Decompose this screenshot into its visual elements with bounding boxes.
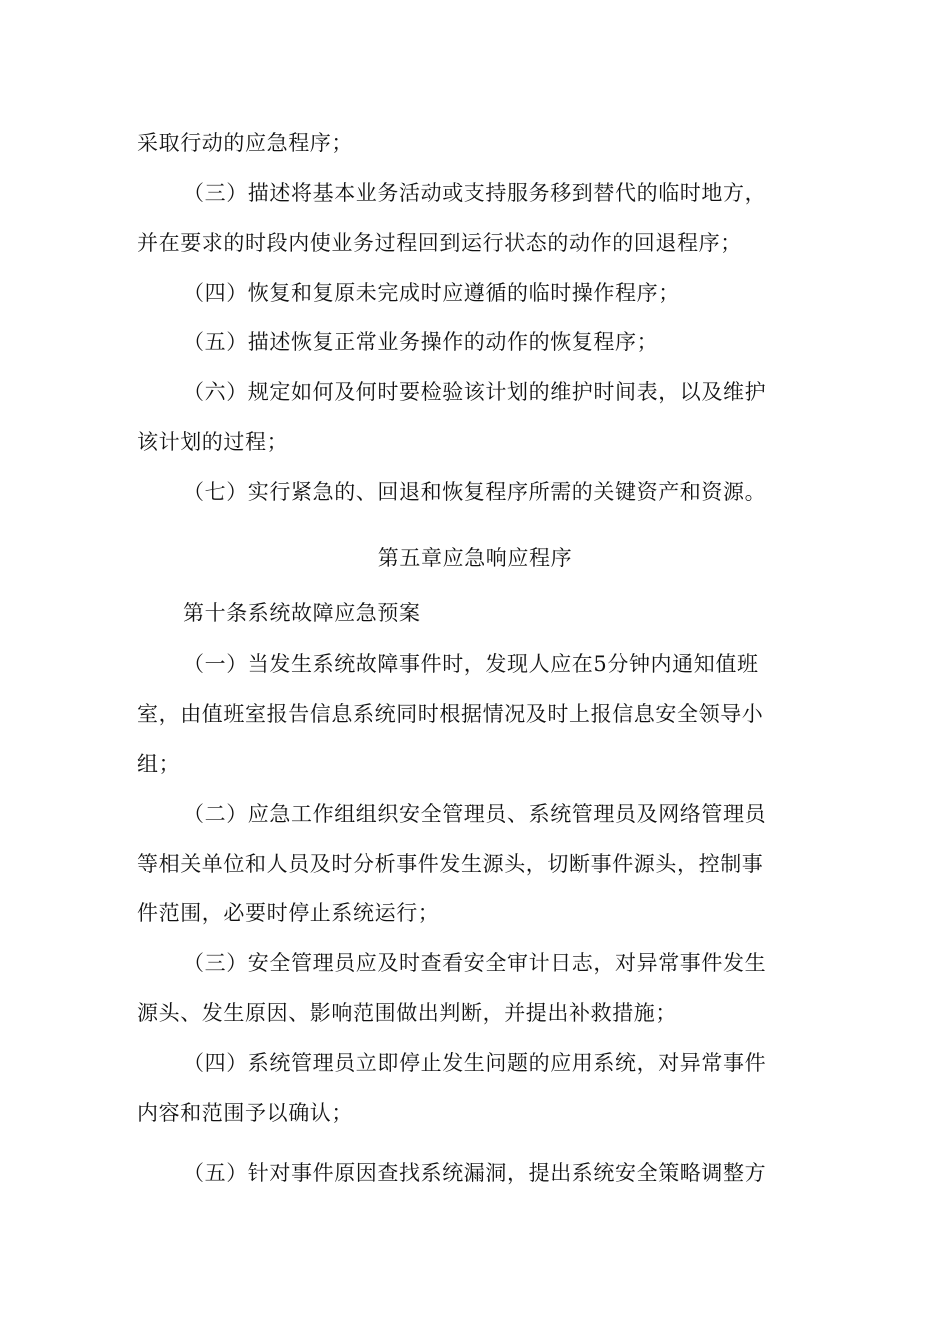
paragraph-line: （一）当发生系统故障事件时，发现人应在5分钟内通知值班 bbox=[183, 652, 759, 676]
paragraph-line: （二）应急工作组组织安全管理员、系统管理员及网络管理员 bbox=[183, 802, 767, 826]
text-line: 件范围，必要时停止系统运行； bbox=[137, 901, 440, 925]
text-line: 该计划的过程； bbox=[137, 430, 289, 454]
chapter-heading: 第五章应急响应程序 bbox=[377, 546, 573, 570]
paragraph-line: （三）描述将基本业务活动或支持服务移到替代的临时地方， bbox=[183, 181, 767, 205]
text-line: 源头、发生原因、影响范围做出判断，并提出补救措施； bbox=[137, 1001, 677, 1025]
paragraph-line: （四）恢复和复原未完成时应遵循的临时操作程序； bbox=[183, 281, 680, 305]
paragraph-line: （五）描述恢复正常业务操作的动作的恢复程序； bbox=[183, 330, 659, 354]
text-line: 并在要求的时段内使业务过程回到运行状态的动作的回退程序； bbox=[137, 231, 742, 255]
text-line: 采取行动的应急程序； bbox=[137, 131, 353, 155]
text-line: 室，由值班室报告信息系统同时根据情况及时上报信息安全领导小 bbox=[137, 702, 764, 726]
paragraph-line: （四）系统管理员立即停止发生问题的应用系统，对异常事件 bbox=[183, 1051, 767, 1075]
paragraph-line: （七）实行紧急的、回退和恢复程序所需的关键资产和资源。 bbox=[183, 480, 767, 504]
paragraph-line: （五）针对事件原因查找系统漏洞，提出系统安全策略调整方 bbox=[183, 1161, 767, 1185]
text-line: 等相关单位和人员及时分析事件发生源头，切断事件源头，控制事 bbox=[137, 852, 764, 876]
text-line: 内容和范围予以确认； bbox=[137, 1101, 353, 1125]
paragraph-line: （六）规定如何及何时要检验该计划的维护时间表，以及维护 bbox=[183, 380, 767, 404]
paragraph-line: （三）安全管理员应及时查看安全审计日志，对异常事件发生 bbox=[183, 951, 767, 975]
text-line: 组； bbox=[137, 752, 181, 776]
article-heading: 第十条系统故障应急预案 bbox=[183, 601, 421, 625]
